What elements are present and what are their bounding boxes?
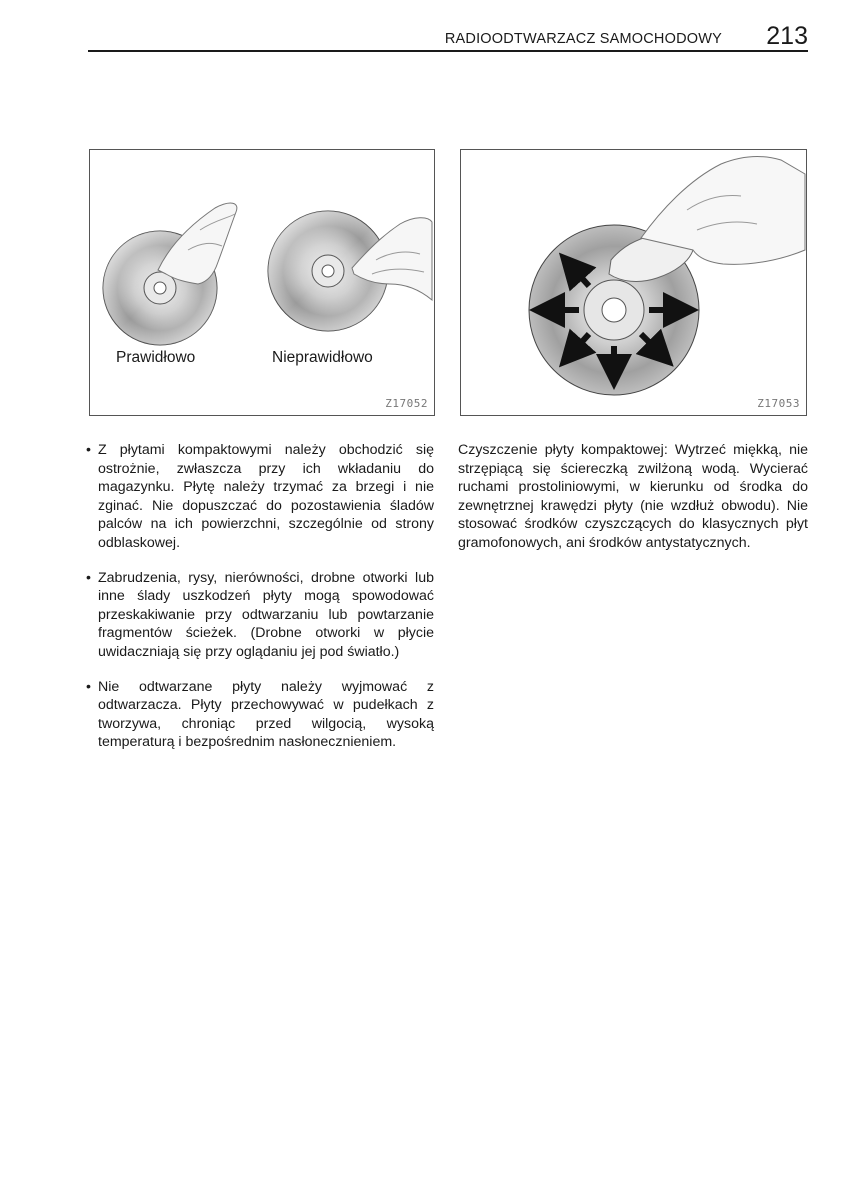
- figure-code: Z17053: [757, 397, 800, 410]
- cleaning-paragraph: Czyszczenie płyty kompaktowej: Wytrzeć miękką, nie strzępiącą się ściereczką zwilżoną wodą. Wycierać ruchami prostoliniowymi, w kierunku od środka do zewnętrznej krawędzi płyty (nie wzdłuż obwodu). Nie stosować środków czyszczących do klasycznych płyt gramofonowych, ani środków antystatycznych.: [458, 442, 808, 551]
- bullet-text: Zabrudzenia, rysy, nierówności, drobne otworki lub inne ślady uszkodzeń płyty mogą spowodować przeskakiwanie przy odtwarzaniu lub powtarzanie fragmentów ścieżek. (Drobne otworki w płycie uwidaczniają się przy oglądaniu jej pod światło.): [98, 569, 434, 660]
- page-header: [88, 22, 808, 52]
- bullet-mark: •: [86, 678, 91, 695]
- bullet-item: [86, 569, 434, 662]
- figure-code: Z17052: [385, 397, 428, 410]
- cloth-and-hand: [609, 157, 805, 282]
- cd-incorrect-grip: [268, 211, 432, 331]
- left-column: [86, 441, 434, 768]
- incorrect-label: Nieprawidłowo: [272, 349, 373, 366]
- bullet-text: Z płytami kompaktowymi należy obchodzić się ostrożnie, zwłaszcza przy ich wkładaniu do magazynku. Płytę należy trzymać za brzegi i nie zginać. Nie dopuszczać do pozostawienia śladów palców na ich powierzchni, szczególnie od strony odblaskowej.: [98, 442, 434, 551]
- page-number: 213: [766, 22, 808, 50]
- cd-cleaning-illustration: [460, 149, 807, 416]
- section-title: RADIOODTWARZACZ SAMOCHODOWY: [444, 31, 722, 47]
- bullet-item: [86, 678, 434, 752]
- cd-correct-grip: [103, 203, 237, 345]
- cd-cleaning-drawing: [461, 150, 806, 415]
- right-column: [458, 441, 808, 553]
- header-rule: [88, 50, 808, 52]
- bullet-mark: •: [86, 569, 91, 586]
- cd-handling-illustration: [89, 149, 435, 416]
- bullet-text: Nie odtwarzane płyty należy wyjmować z odtwarzacza. Płyty przechowywać w pudełkach z tworzywa, chroniąc przed wilgocią, wysoką temperaturą i bezpośrednim nasłonecznieniem.: [98, 678, 434, 751]
- correct-label: Prawidłowo: [116, 349, 196, 366]
- cd-handling-drawing: [90, 150, 434, 415]
- bullet-mark: •: [86, 442, 91, 458]
- bullet-item: [86, 441, 434, 553]
